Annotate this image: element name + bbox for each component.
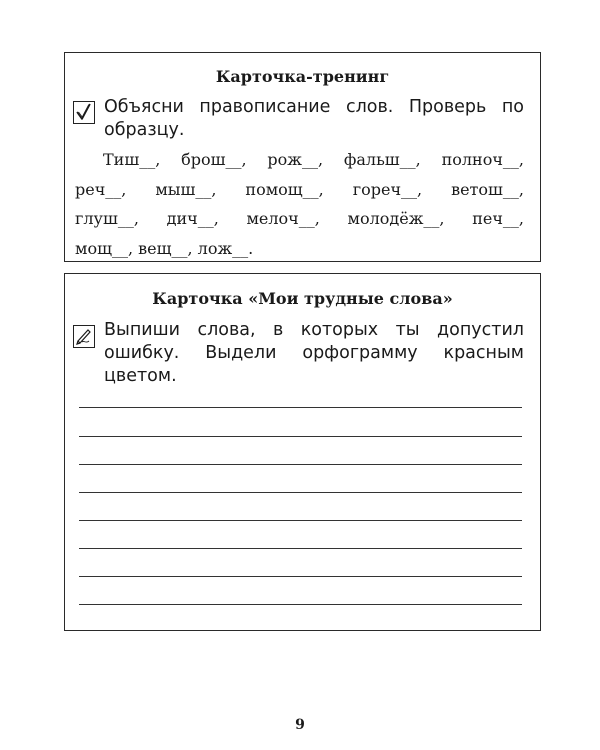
instruction-line: образцу. (104, 120, 185, 140)
pen-writing-icon (73, 325, 95, 348)
checkmark-icon (73, 101, 95, 124)
instruction-line: Выпиши слова, в которых ты допустил (104, 320, 524, 340)
hard-words-card (64, 273, 541, 631)
instruction-text (104, 96, 524, 142)
word-line: мощ__, вещ__, лож__. (75, 238, 254, 258)
answer-line[interactable] (79, 576, 522, 577)
answer-line[interactable] (79, 520, 522, 521)
word-list (75, 145, 524, 263)
answer-line[interactable] (79, 548, 522, 549)
word-line: реч__, мыш__, помощ__, гореч__, ветош__, (75, 179, 524, 199)
instruction-line: Объясни правописание слов. Проверь по (104, 97, 524, 117)
answer-line[interactable] (79, 492, 522, 493)
card-title: Карточка-тренинг (215, 67, 390, 86)
word-line: Тиш__, брош__, рож__, фальш__, полноч__, (103, 150, 524, 169)
answer-line[interactable] (79, 604, 522, 605)
instruction-line: цветом. (104, 366, 177, 386)
page-number: 9 (295, 717, 305, 733)
answer-line[interactable] (79, 464, 522, 465)
training-card (64, 52, 541, 262)
card-title: Карточка «Мои трудные слова» (152, 289, 453, 308)
answer-line[interactable] (79, 436, 522, 437)
instruction-text (104, 319, 524, 388)
answer-line[interactable] (79, 407, 522, 408)
word-line: глуш__, дич__, мелоч__, молодёж__, печ__, (75, 209, 524, 228)
instruction-line: ошибку. Выдели орфограмму красным (104, 343, 524, 363)
